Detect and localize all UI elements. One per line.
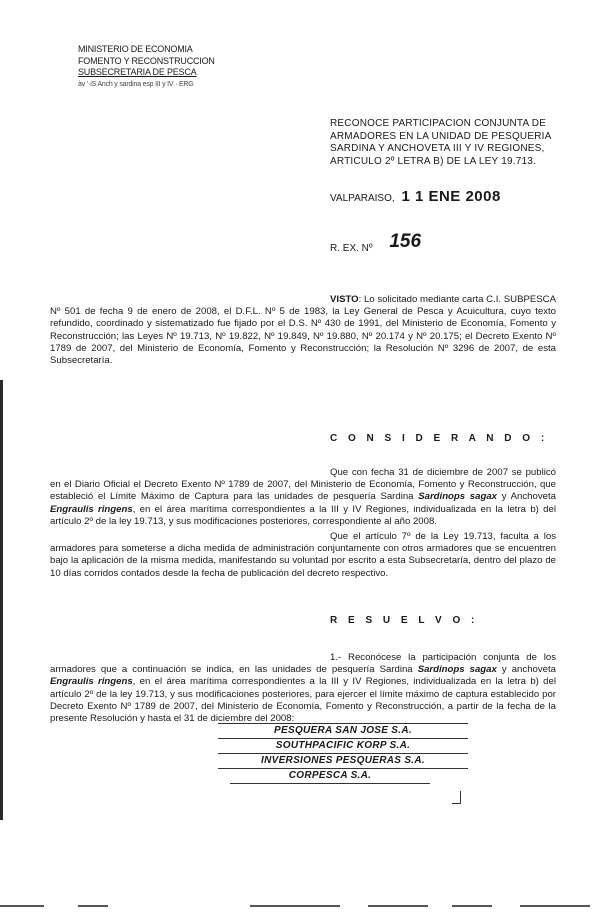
considerando-paragraph-1 — [50, 467, 556, 528]
res1-species-anchoveta: Engraulis ringens — [50, 676, 133, 688]
list-end-mark — [452, 791, 461, 804]
page-edge-shadow — [0, 380, 3, 820]
resolution-number — [330, 231, 422, 257]
company-item: PESQUERA SAN JOSE S.A. — [218, 723, 468, 739]
letterhead-ministry: MINISTERIO DE ECONOMIA — [78, 44, 193, 54]
footer-scan-marks — [0, 905, 600, 911]
resolution-number-value: 156 — [389, 231, 422, 252]
res1-text-a: 1.- Reconócese la participación conjunta de los armadores que a continuación se indica, en las unidades de pesquería Sardina — [50, 652, 556, 676]
company-list — [218, 723, 468, 784]
dateline-place: VALPARAISO, — [330, 193, 395, 204]
company-item: INVERSIONES PESQUERAS S.A. — [218, 754, 468, 769]
cons1-text-a: Que con fecha 31 de diciembre de 2007 se publicó en el Diario Oficial el Decreto Exento Nº 1789 de 2007, del Ministerio de Economía, Fomento y Reconstrucción, que estableció el Límite Máximo de Captura para las unidades de pesquería Sardina — [50, 467, 556, 503]
resuelvo-heading: R E S U E L V O : — [330, 615, 479, 626]
resuelvo-paragraph-1 — [50, 652, 556, 725]
considerando-paragraph-2: Que el artículo 7º de la Ley 19.713, faculta a los armadores para someterse a dicha medida de administración conjuntamente con otros armadores que se encuentren bajo la aplicación de la misma medida, manifestando su voluntad por escrito a esta Subsecretaría, dentro del plazo de 10 días corridos contados desde la fecha de publicación del decreto respectivo. — [50, 531, 556, 579]
letterhead — [78, 44, 215, 90]
considerando-heading: C O N S I D E R A N D O : — [330, 433, 549, 444]
letterhead-ministry-line2: FOMENTO Y RECONSTRUCCION — [78, 55, 215, 66]
visto-lead: VISTO — [330, 294, 359, 305]
resolution-number-label: R. EX. Nº — [330, 243, 373, 254]
letterhead-reference: àv ’·iS Anch y sardina esp III y IV · ERG — [78, 80, 194, 88]
res1-text-b: y anchoveta — [501, 664, 556, 676]
dateline — [330, 188, 501, 205]
cons1-text-b: y Anchoveta — [501, 491, 556, 503]
company-item: CORPESCA S.A. — [230, 769, 430, 784]
res1-species-sardina: Sardinops sagax — [417, 664, 497, 676]
cons1-species-sardina: Sardinops sagax — [418, 491, 497, 503]
visto-text: : Lo solicitado mediante carta C.I. SUBPESCA Nº 501 de fecha 9 de enero de 2008, el D.F.L. Nº 5 de 1983, la Ley General de Pesca y Acuicultura, cuyo texto refundido, coordinado y sistematizado fue fijado por el D.S. Nº 430 de 1991, del Ministerio de Economía, Fomento y Reconstrucción; las Leyes Nº 19.713, Nº 19.822, Nº 19.849, Nº 19.880, Nº 20.174 y Nº 20.175; el Decreto Exento Nº 1789 de 2007, del Ministerio de Economía, Fomento y Reconstrucción; la Resolución Nº 3296 de 2007, de esta Subsecretaría. — [50, 294, 556, 367]
cons1-text-c: , en el área marítima correspondientes a la III y IV Regiones, individualizada en la letra b) del artículo 2º de la ley 19.713, y sus modificaciones posteriores, correspondiente al año 2008. — [50, 503, 556, 527]
letterhead-subsecretaria: SUBSECRETARIA DE PESCA — [78, 67, 197, 77]
visto-paragraph — [50, 294, 556, 367]
company-item: SOUTHPACIFIC KORP S.A. — [218, 739, 468, 754]
res1-text-c: , en el área marítima correspondientes a la III y IV Regiones, individualizada en la letra b) del artículo 2º de la ley 19.713, y sus modificaciones posteriores, para ejercer el límite máximo de captura establecido por Decreto Exento Nº 1789 de 2007, del Ministerio de Economía, Fomento y Reconstrucción, a partir de la fecha de la presente Resolución y hasta el 31 de diciembre del 2008: — [50, 676, 556, 725]
resolution-subject: RECONOCE PARTICIPACION CONJUNTA DE ARMADORES EN LA UNIDAD DE PESQUERIA SARDINA Y ANCHOVETA III Y IV REGIONES, ARTICULO 2º LETRA B) DE LA LEY 19.713. — [330, 118, 551, 167]
date-stamp: 1 1 ENE 2008 — [401, 188, 501, 205]
cons1-species-anchoveta: Engraulis ringens — [50, 503, 133, 515]
